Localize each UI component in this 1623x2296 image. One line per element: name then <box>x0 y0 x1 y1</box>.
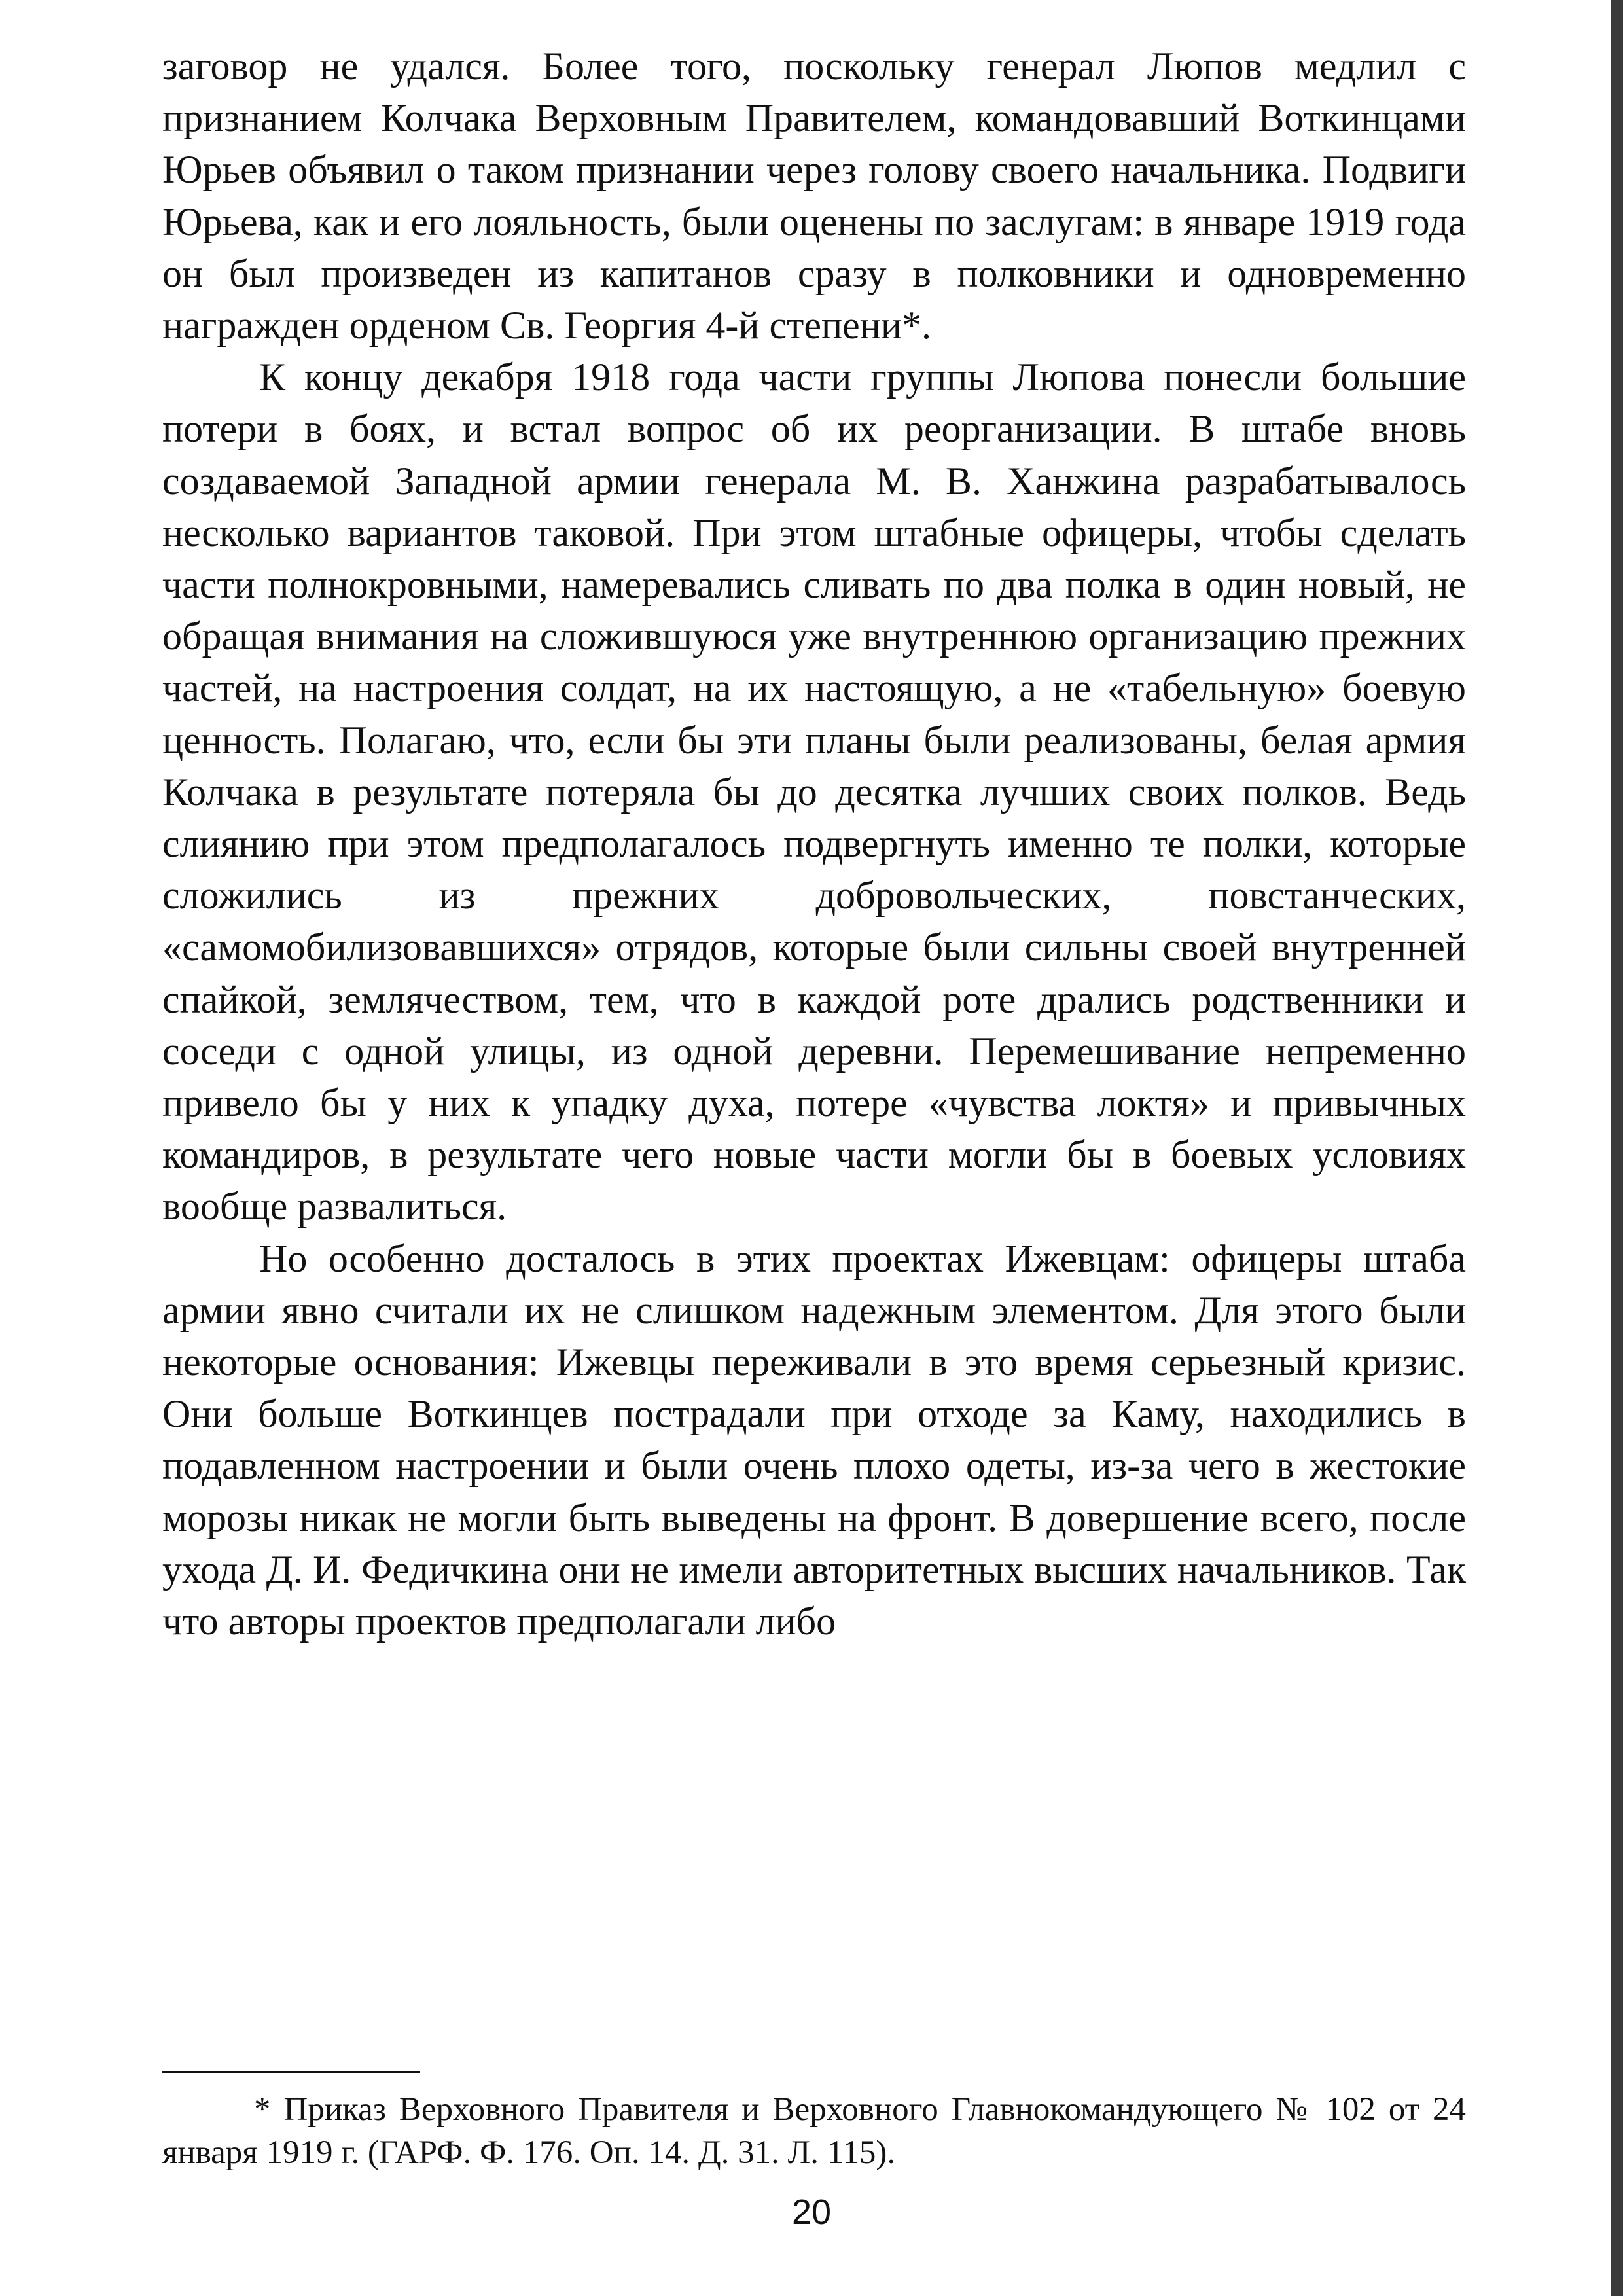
page-edge <box>1611 0 1623 2296</box>
page-number: 20 <box>791 2193 832 2232</box>
paragraph-continuation: заговор не удался. Более того, поскольку генерал Люпов медлил с признанием Колчака Верховным Правителем, командовавший Воткинцами Юрьев объявил о таком признании через голову своего начальника. Подвиги Юрьева, как и его лояльность, были оценены по заслугам: в январе 1919 года он был произведен из капитанов сразу в полковники и одновременно награжден орденом Св. Георгия 4-й степени*. <box>162 45 1466 348</box>
footnote: * Приказ Верховного Правителя и Верховного Главнокомандующего № 102 от 24 января 1919 г. (ГАРФ. Ф. 176. Оп. 14. Д. 31. Л. 115). <box>162 2091 1466 2171</box>
paragraph-izhevtsy: Но особенно досталось в этих проектах Ижевцам: офицеры штаба армии явно считали их не слишком надежным элементом. Для этого были некоторые основания: Ижевцы переживали в это время серьезный кризис. Они больше Воткинцев пострадали при отходе за Каму, находились в подавленном настроении и были очень плохо одеты, из-за чего в жестокие морозы никак не могли быть выведены на фронт. В довершение всего, после ухода Д. И. Федичкина они не имели авторитетных высших начальников. Так что авторы проектов предполагали либо <box>162 1236 1466 1643</box>
paragraph-reorganization: К концу декабря 1918 года части группы Люпова понесли большие потери в боях, и встал вопрос об их реорганизации. В штабе вновь создаваемой Западной армии генерала М. В. Ханжина разрабатывалось несколько вариантов таковой. При этом штабные офицеры, чтобы сделать части полнокровными, намеревались сливать по два полка в один новый, не обращая внимания на сложившуюся уже внутреннюю организацию прежних частей, на настроения солдат, на их настоящую, а не «табельную» боевую ценность. Полагаю, что, если бы эти планы были реализованы, белая армия Колчака в результате потеряла бы до десятка лучших своих полков. Ведь слиянию при этом предполагалось подвергнуть именно те полки, которые сложились из прежних добровольческих, повстанческих, «самомобилизовавшихся» отрядов, которые были сильны своей внутренней спайкой, землячеством, тем, что в каждой роте дрались родственники и соседи с одной улицы, из одной деревни. Перемешивание непременно привело бы у них к упадку духа, потере «чувства локтя» и привычных командиров, в результате чего новые части могли бы в боевых условиях вообще развалиться. <box>162 355 1466 1229</box>
main-text <box>162 41 1466 1647</box>
footnote-divider <box>162 2071 420 2073</box>
